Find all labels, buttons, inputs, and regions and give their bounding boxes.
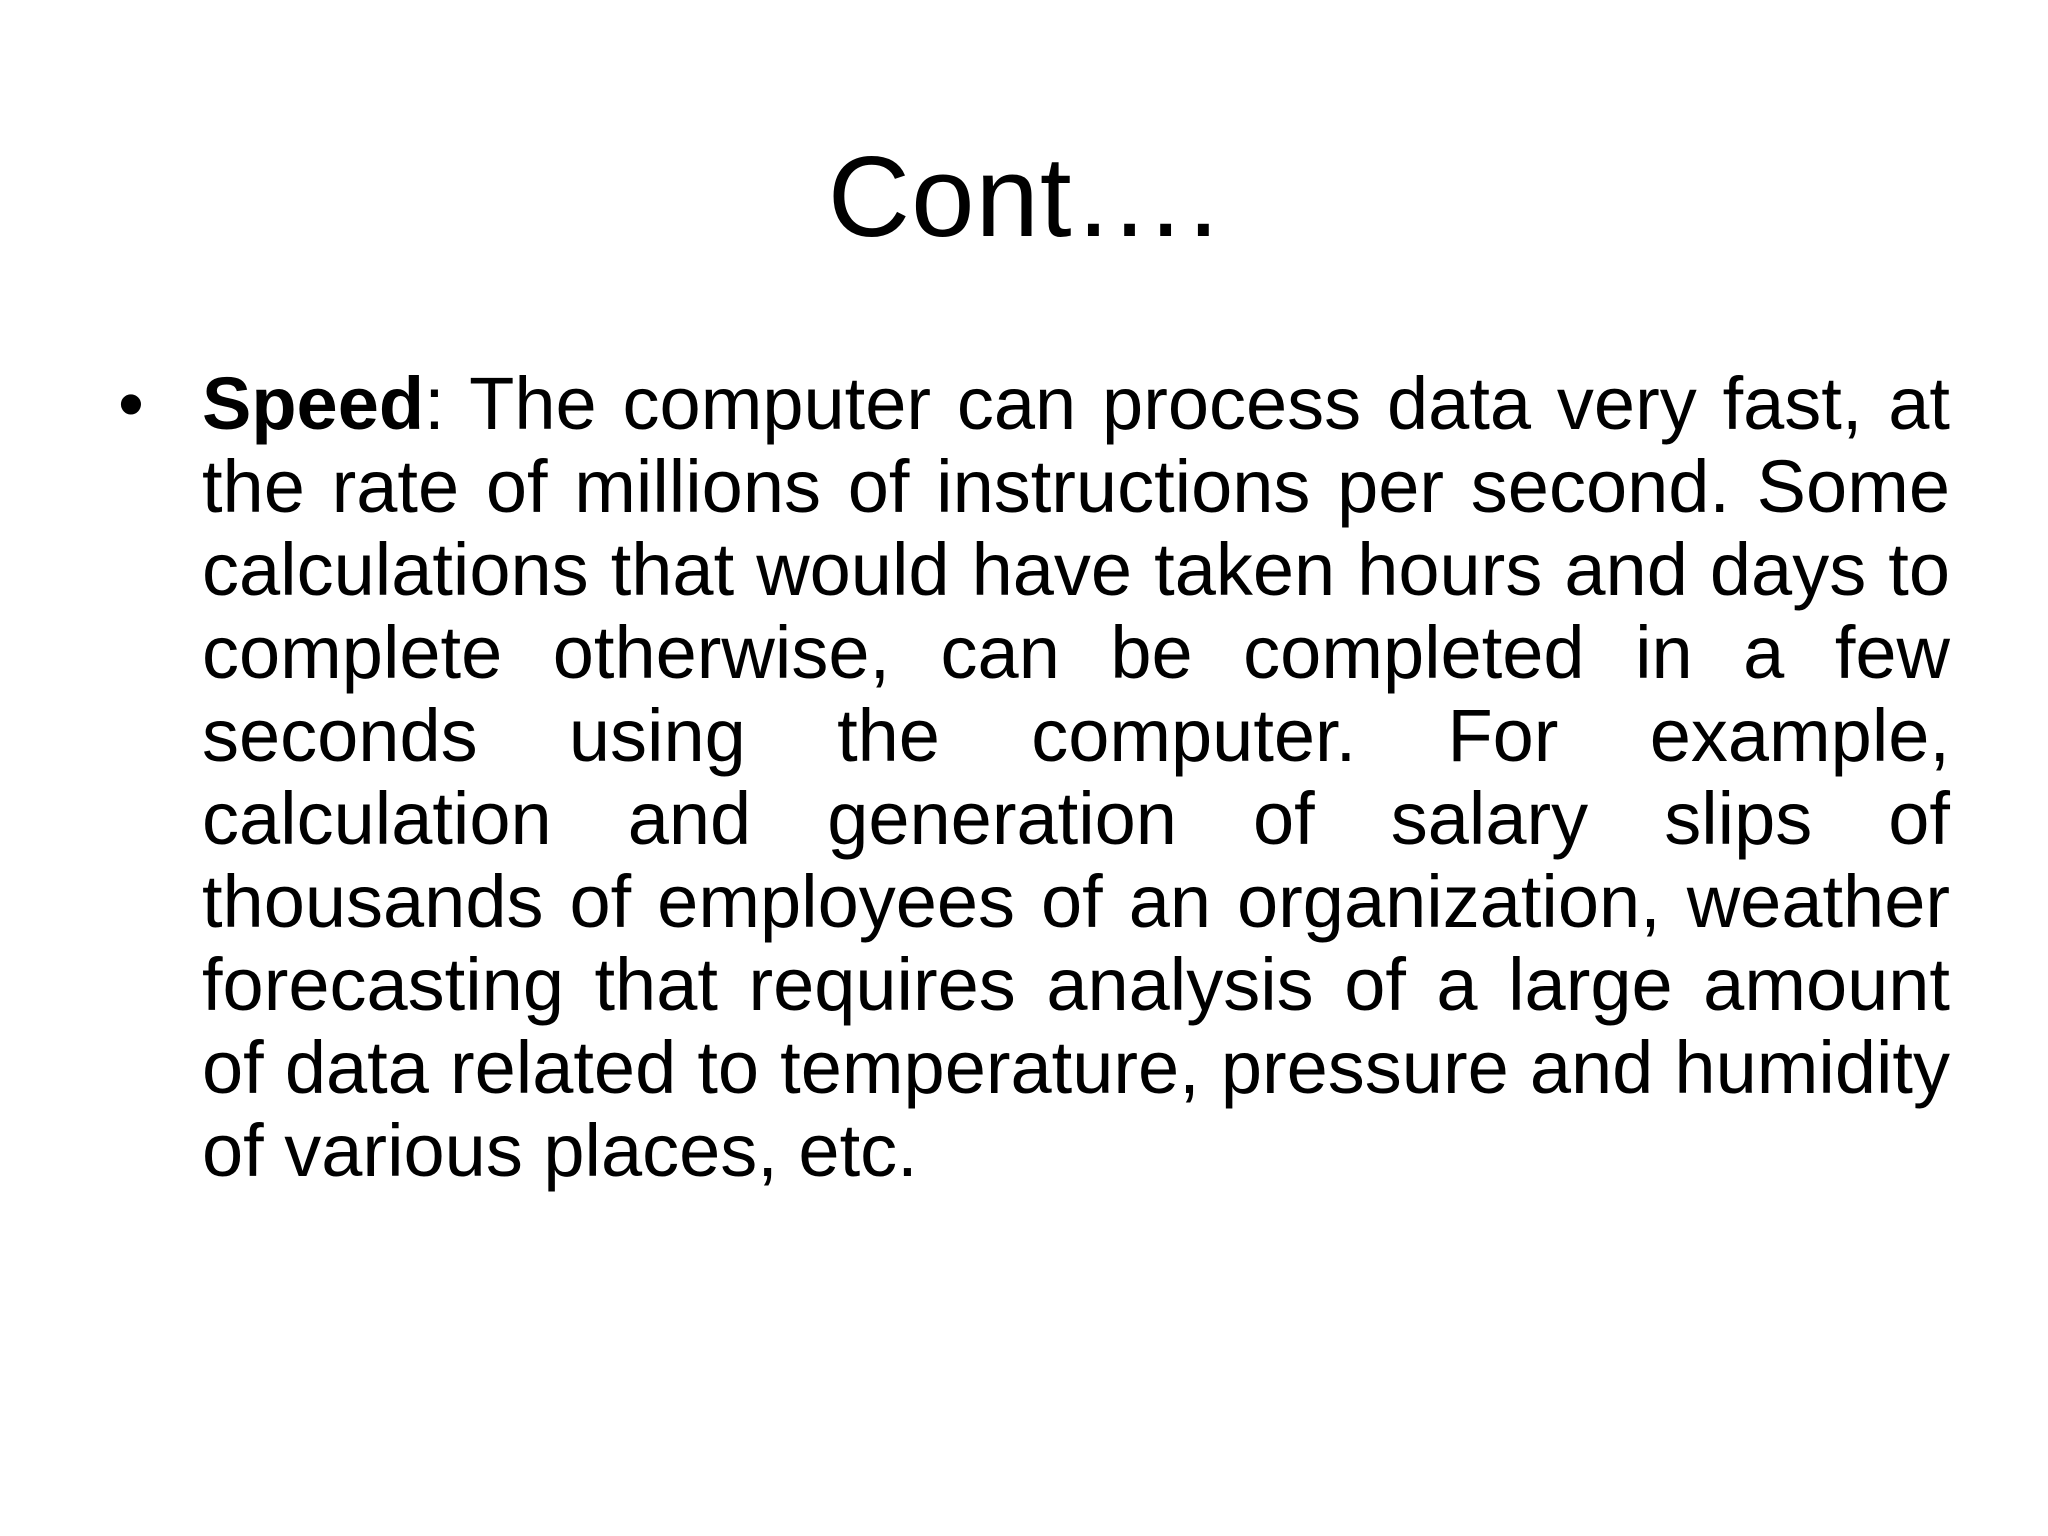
bullet-separator: : (424, 362, 445, 445)
bullet-marker: • (118, 362, 144, 445)
slide-title: Cont…. (827, 134, 1221, 261)
bullet-term: Speed (202, 362, 425, 445)
bullet-body: The computer can process data very fast, at the rate of millions of instructions per second. Some calculations that would have taken hours and days to complete otherwise, can be completed in a few seconds using the computer. For example, calculation and generation of salary slips of thousands of employees of an organization, weather forecasting that requires analysis of a large amount of data related to temperature, pressure and humidity of various places, etc. (202, 362, 1950, 1192)
bullet-text (202, 362, 1950, 1192)
